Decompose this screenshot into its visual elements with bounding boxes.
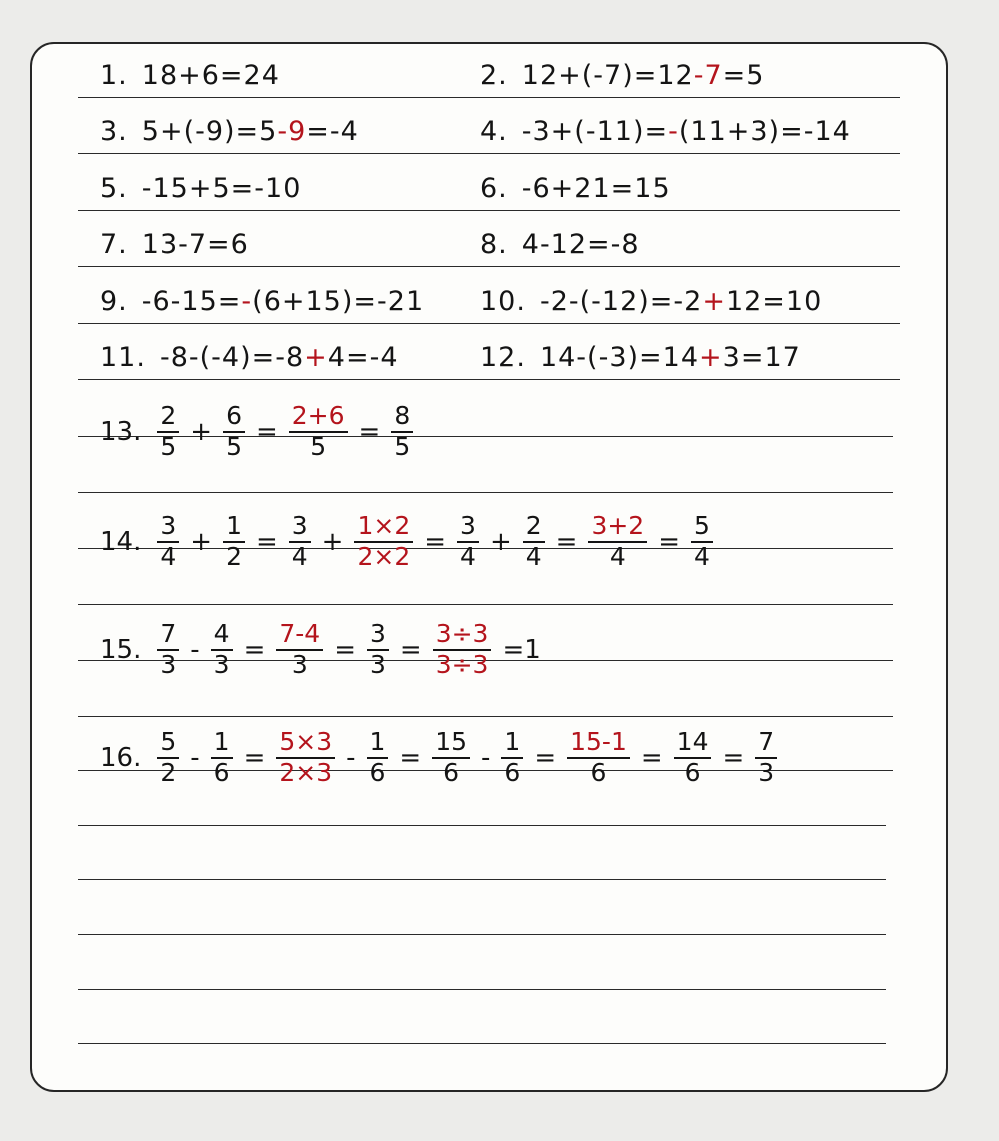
fraction: $\frac{1}{2}$: [223, 512, 245, 572]
work-text: 12=10: [725, 286, 823, 317]
problem-14: 14. $\frac{3}{4}$ + $\frac{1}{2}$ = $\frac{3}{4}$ + $\frac{1\times 2}{2\times 2}$ = $\frac{3}{4}$ + $\frac{2}{4}$ = $\frac{3+2}{4}$ = $\frac{5}{4}$: [100, 512, 719, 572]
problem-number: 9.: [100, 286, 128, 317]
fraction: $\frac{15-1}{6}$: [567, 728, 630, 788]
fraction: $\frac{3+2}{4}$: [588, 512, 647, 572]
work-text: 14-(-3)=14: [539, 342, 700, 373]
problem-15: 15. $\frac{7}{3}$ - $\frac{4}{3}$ = $\frac{7-4}{3}$ = $\frac{3}{3}$ = $\frac{3\div 3}{3\div 3}$ =1: [100, 619, 541, 679]
fraction: $\frac{5}{2}$: [157, 728, 179, 788]
ruled-line: [78, 989, 886, 990]
problem-number: 5.: [100, 173, 128, 204]
correction-mark: -: [668, 116, 679, 147]
problem-4: [480, 118, 851, 145]
fraction: $\frac{1}{6}$: [367, 728, 389, 788]
fraction: $\frac{5}{4}$: [691, 512, 713, 572]
fraction: $\frac{7-4}{3}$: [276, 620, 323, 680]
ruled-line: [78, 379, 900, 380]
problem-number: 13.: [100, 416, 142, 447]
fraction: $\frac{2+6}{5}$: [289, 402, 348, 462]
ruled-line: [78, 716, 893, 717]
problem-16: 16. $\frac{5}{2}$ - $\frac{1}{6}$ = $\frac{5\times 3}{2\times 3}$ - $\frac{1}{6}$ = $\frac{15}{6}$ - $\frac{1}{6}$ = $\frac{15-1}{6}$ = $\frac{14}{6}$ = $\frac{7}{3}$: [100, 728, 783, 788]
problem-number: 11.: [100, 342, 146, 373]
problem-6: [480, 175, 671, 202]
problem-1: [100, 62, 280, 89]
work-text: -3+(-11)=: [521, 116, 669, 147]
work-text: (6+15)=-21: [252, 286, 425, 317]
problem-number: 10.: [480, 286, 526, 317]
fraction: $\frac{6}{5}$: [223, 402, 245, 462]
work-text: (11+3)=-14: [678, 116, 851, 147]
ruled-line: [78, 97, 900, 98]
work-text: 12+(-7)=12: [521, 60, 694, 91]
problem-10: [480, 288, 822, 315]
problem-12: [480, 344, 801, 371]
result: =1: [502, 634, 541, 665]
work-text: -15+5=-10: [141, 173, 302, 204]
work-text: =-4: [306, 116, 359, 147]
problem-7: [100, 231, 249, 258]
problem-3: [100, 118, 359, 145]
problem-8: [480, 231, 640, 258]
ruled-line: [78, 323, 900, 324]
ruled-line: [78, 934, 886, 935]
problem-2: [480, 62, 764, 89]
fraction: $\frac{1}{6}$: [211, 728, 233, 788]
problem-number: 8.: [480, 229, 508, 260]
fraction: $\frac{5\times 3}{2\times 3}$: [276, 728, 335, 788]
problem-number: 3.: [100, 116, 128, 147]
work-text: -6+21=15: [521, 173, 671, 204]
work-text: 18+6=24: [141, 60, 280, 91]
problem-number: 14.: [100, 526, 142, 557]
problem-number: 15.: [100, 634, 142, 665]
fraction: $\frac{7}{3}$: [157, 620, 179, 680]
correction-mark: +: [304, 342, 328, 373]
fraction: $\frac{8}{5}$: [391, 402, 413, 462]
correction-mark: -: [241, 286, 253, 317]
ruled-line: [78, 492, 893, 493]
fraction: $\frac{1\times 2}{2\times 2}$: [354, 512, 413, 572]
ruled-line: [78, 210, 900, 211]
fraction: $\frac{7}{3}$: [755, 728, 777, 788]
problem-number: 4.: [480, 116, 508, 147]
fraction: $\frac{2}{4}$: [523, 512, 545, 572]
ruled-line: [78, 1043, 886, 1044]
fraction: $\frac{15}{6}$: [432, 728, 470, 788]
problem-number: 2.: [480, 60, 508, 91]
correction-mark: +: [702, 286, 726, 317]
fraction: $\frac{3}{4}$: [457, 512, 479, 572]
problem-number: 6.: [480, 173, 508, 204]
fraction: $\frac{1}{6}$: [501, 728, 523, 788]
ruled-line: [78, 879, 886, 880]
problem-number: 16.: [100, 742, 142, 773]
work-text: 5+(-9)=5: [141, 116, 278, 147]
fraction: $\frac{3}{4}$: [289, 512, 311, 572]
problem-number: 12.: [480, 342, 526, 373]
work-text: =5: [722, 60, 765, 91]
correction-mark: -7: [693, 60, 723, 91]
ruled-line: [78, 266, 900, 267]
problem-13: 13. $\frac{2}{5}$ + $\frac{6}{5}$ = $\frac{2+6}{5}$ = $\frac{8}{5}$: [100, 402, 419, 462]
ruled-line: [78, 604, 893, 605]
work-text: -8-(-4)=-8: [159, 342, 305, 373]
problem-11: [100, 344, 399, 371]
work-text: -6-15=: [141, 286, 242, 317]
work-text: 4-12=-8: [521, 229, 640, 260]
problem-number: 7.: [100, 229, 128, 260]
correction-mark: -9: [277, 116, 307, 147]
fraction: $\frac{3}{4}$: [157, 512, 179, 572]
work-text: -2-(-12)=-2: [539, 286, 703, 317]
fraction: $\frac{14}{6}$: [674, 728, 712, 788]
work-text: 3=17: [722, 342, 801, 373]
ruled-line: [78, 153, 900, 154]
fraction: $\frac{3}{3}$: [367, 620, 389, 680]
ruled-line: [78, 825, 886, 826]
work-text: 4=-4: [327, 342, 399, 373]
correction-mark: +: [699, 342, 723, 373]
problem-number: 1.: [100, 60, 128, 91]
fraction: $\frac{4}{3}$: [211, 620, 233, 680]
work-text: 13-7=6: [141, 229, 249, 260]
problem-5: [100, 175, 301, 202]
fraction: $\frac{2}{5}$: [157, 402, 179, 462]
problem-9: [100, 288, 424, 315]
fraction: $\frac{3\div 3}{3\div 3}$: [433, 620, 492, 680]
